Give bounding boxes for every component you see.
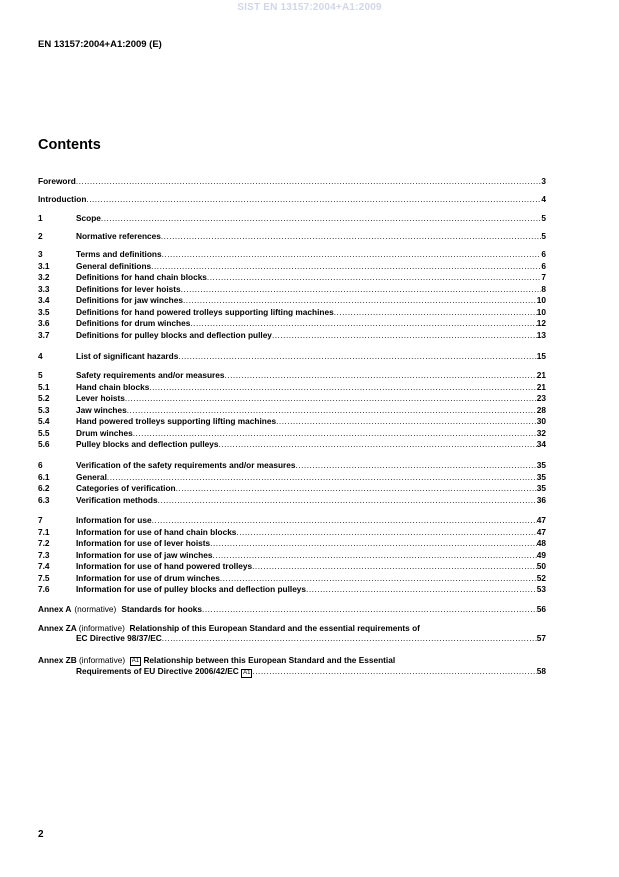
toc-entry-number: 6.2: [38, 483, 50, 493]
toc-entry-text: Pulley blocks and deflection pulleys: [76, 439, 219, 449]
leader-dots: [176, 483, 537, 493]
toc-entry-text: Definitions for jaw winches: [76, 295, 183, 305]
toc-entry-page: 7: [541, 272, 546, 282]
toc-entry-text: Information for use: [76, 515, 152, 525]
toc-entry-page: 6: [541, 249, 546, 259]
toc-entry-text: Definitions for hand powered trolleys supporting lifting machines: [76, 306, 334, 317]
toc-entry-number: 3.3: [38, 283, 50, 294]
toc-entry-text: Information for use of jaw winches: [76, 549, 213, 560]
toc-entry-number: 3.1: [38, 260, 50, 271]
leader-dots: [334, 307, 537, 317]
toc-entry-page: 36: [536, 494, 546, 505]
toc-entry-text: List of significant hazards: [76, 351, 179, 361]
toc-annex-zb[interactable]: [38, 655, 546, 678]
leader-dots: [252, 666, 536, 676]
toc-entry[interactable]: [38, 573, 546, 583]
toc-entry-page: 32: [536, 427, 546, 438]
leader-dots: [183, 295, 537, 305]
toc-entry-page: 13: [536, 329, 546, 340]
toc-entry[interactable]: [38, 515, 546, 525]
leader-dots: [210, 538, 537, 548]
toc-entry-text: Safety requirements and/or measures: [76, 370, 225, 380]
toc-entry[interactable]: [38, 416, 546, 426]
toc-entry-page: 5: [541, 231, 546, 241]
leader-dots: [149, 382, 536, 392]
annex-type: (informative): [78, 623, 125, 633]
toc-entry[interactable]: [38, 261, 546, 271]
toc-entry-page: 10: [536, 306, 546, 317]
annex-type: (informative): [79, 655, 126, 665]
toc-entry-number: 1: [38, 213, 43, 223]
toc-entry-page: 47: [536, 526, 546, 537]
toc-entry-number: 5.1: [38, 381, 50, 392]
toc-entry-number: 6.3: [38, 494, 50, 505]
leader-dots: [161, 231, 542, 241]
leader-dots: [181, 284, 542, 294]
page-number: 2: [38, 829, 44, 840]
leader-dots: [101, 213, 541, 223]
toc-entry[interactable]: [38, 351, 546, 361]
toc-entry-page: 4: [541, 194, 546, 204]
toc-entry-page: 35: [536, 471, 546, 482]
annex-title-line1: Relationship between this European Standard and the Essential: [143, 655, 396, 665]
toc-entry-text: Terms and definitions: [76, 249, 162, 259]
toc-entry-page: 58: [536, 666, 546, 676]
toc-entry-page: 8: [541, 283, 546, 294]
toc-entry-page: 34: [536, 439, 546, 449]
toc-entry-number: 3.7: [38, 329, 50, 340]
leader-dots: [218, 439, 536, 449]
toc-entry-page: 56: [536, 604, 546, 614]
leader-dots: [178, 351, 536, 361]
leader-dots: [220, 573, 537, 583]
annex-title-line2: Requirements of EU Directive 2006/42/EC: [76, 666, 239, 676]
toc-entry-number: 7: [38, 515, 43, 525]
toc-entry[interactable]: [38, 405, 546, 415]
toc-entry[interactable]: [38, 495, 546, 505]
toc-entry[interactable]: [38, 213, 546, 223]
toc-entry[interactable]: [38, 393, 546, 403]
amendment-start-marker: A1: [131, 658, 140, 664]
toc-entry-text: Normative references: [76, 231, 161, 241]
toc-entry-text: Categories of verification: [76, 483, 176, 493]
toc-entry-text: Foreword: [38, 176, 76, 186]
toc-entry[interactable]: [38, 249, 546, 259]
toc-entry-number: 5.5: [38, 427, 50, 438]
toc-entry[interactable]: [38, 428, 546, 438]
annex-label: Annex ZA: [38, 623, 77, 633]
leader-dots: [86, 194, 541, 204]
toc-entry[interactable]: [38, 439, 546, 449]
toc-entry[interactable]: [38, 472, 546, 482]
toc-entry[interactable]: [38, 295, 546, 305]
toc-entry-number: 5.3: [38, 404, 50, 415]
leader-dots: [272, 330, 537, 340]
toc-entry-number: 7.1: [38, 526, 50, 537]
watermark: SIST EN 13157:2004+A1:2009: [237, 2, 382, 13]
toc-entry-text: Lever hoists: [76, 393, 125, 403]
toc-entry-text: Drum winches: [76, 427, 133, 438]
toc-entry-text: Introduction: [38, 194, 87, 204]
leader-dots: [127, 405, 537, 415]
toc-entry-number: 7.6: [38, 584, 50, 594]
leader-dots: [107, 472, 537, 482]
toc-entry-number: 7.4: [38, 561, 50, 571]
toc-entry[interactable]: [38, 527, 546, 537]
toc-entry-page: 12: [536, 318, 546, 328]
toc-entry[interactable]: [38, 307, 546, 317]
toc-entry[interactable]: [38, 460, 546, 470]
toc-entry-page: 28: [536, 404, 546, 415]
toc-entry-number: 5.4: [38, 416, 50, 426]
toc-entry[interactable]: [38, 584, 546, 594]
toc-entry[interactable]: [38, 483, 546, 493]
toc-entry[interactable]: [38, 538, 546, 548]
toc-entry-number: 3.2: [38, 272, 50, 282]
toc-entry[interactable]: [38, 330, 546, 340]
toc-entry-page: 30: [536, 416, 546, 426]
toc-entry-page: 53: [536, 584, 546, 594]
leader-dots: [152, 515, 537, 525]
toc-entry[interactable]: [38, 231, 546, 241]
leader-dots: [162, 633, 537, 643]
toc-entry-text: Hand chain blocks: [76, 381, 150, 392]
toc-entry-number: 7.2: [38, 538, 50, 548]
toc-entry-page: 3: [541, 176, 546, 186]
leader-dots: [190, 318, 536, 328]
toc-entry-number: 3.5: [38, 306, 50, 317]
toc-entry-number: 6.1: [38, 471, 50, 482]
toc-entry-page: 57: [536, 633, 546, 643]
toc-entry-page: 48: [536, 538, 546, 548]
toc-entry-text: Information for use of drum winches: [76, 572, 220, 583]
toc-annex-a[interactable]: [38, 604, 546, 614]
toc-entry[interactable]: [38, 272, 546, 282]
toc-entry-page: 21: [536, 381, 546, 392]
toc-entry-number: 5: [38, 370, 43, 380]
annex-title-line1: Relationship of this European Standard and the essential requirements of: [129, 623, 420, 633]
toc-entry[interactable]: [38, 382, 546, 392]
toc-entry-number: 5.6: [38, 439, 50, 449]
toc-entry-page: 23: [536, 393, 546, 403]
leader-dots: [236, 527, 536, 537]
toc-entry-text: Jaw winches: [76, 404, 127, 415]
toc-entry[interactable]: [38, 176, 546, 186]
toc-entry-page: 35: [536, 460, 546, 470]
leader-dots: [125, 393, 537, 403]
toc-entry-text: Hand powered trolleys supporting lifting machines: [76, 416, 277, 426]
toc-entry-number: 4: [38, 351, 43, 361]
toc-entry[interactable]: [38, 318, 546, 328]
leader-dots: [158, 495, 537, 505]
toc-entry-number: 3.4: [38, 295, 50, 305]
leader-dots: [252, 561, 537, 571]
toc-entry[interactable]: [38, 284, 546, 294]
toc-entry[interactable]: [38, 561, 546, 571]
annex-label: Annex ZB: [38, 655, 77, 665]
toc-entry-text: Information for use of pulley blocks and deflection pulleys: [76, 584, 307, 594]
toc-entry-text: Definitions for lever hoists: [76, 283, 181, 294]
toc-entry-text: Definitions for drum winches: [76, 318, 191, 328]
toc-entry-text: Scope: [76, 213, 101, 223]
leader-dots: [162, 249, 542, 259]
toc-entry[interactable]: [38, 194, 546, 204]
toc-annex-za[interactable]: [38, 623, 546, 643]
toc-entry-number: 7.3: [38, 549, 50, 560]
toc-entry-text: Verification of the safety requirements and/or measures: [76, 460, 296, 470]
toc-entry-page: 6: [541, 260, 546, 271]
leader-dots: [224, 370, 536, 380]
toc-entry-page: 35: [536, 483, 546, 493]
toc-entry-text: Verification methods: [76, 494, 158, 505]
toc-entry-text: Information for use of hand powered trolleys: [76, 561, 253, 571]
toc-entry-page: 10: [536, 295, 546, 305]
toc-entry-page: 47: [536, 515, 546, 525]
amendment-end-marker: A1: [243, 670, 251, 676]
toc-entry[interactable]: [38, 550, 546, 560]
toc-entry-text: Information for use of lever hoists: [76, 538, 211, 548]
leader-dots: [295, 460, 536, 470]
toc-entry-page: 21: [536, 370, 546, 380]
leader-dots: [202, 604, 537, 614]
toc-entry-text: Information for use of hand chain blocks: [76, 526, 237, 537]
leader-dots: [133, 428, 537, 438]
toc-entry-page: 52: [536, 572, 546, 583]
toc-entry-number: 6: [38, 460, 43, 470]
annex-type: (normative): [74, 604, 117, 614]
leader-dots: [76, 176, 542, 186]
contents-title: Contents: [38, 137, 101, 153]
leader-dots: [306, 584, 537, 594]
document-id: EN 13157:2004+A1:2009 (E): [38, 39, 162, 50]
toc-entry-page: 5: [541, 213, 546, 223]
toc-entry-text: General definitions: [76, 260, 152, 271]
leader-dots: [207, 272, 541, 282]
toc-entry-number: 2: [38, 231, 43, 241]
toc-entry-text: Definitions for hand chain blocks: [76, 272, 207, 282]
leader-dots: [212, 550, 536, 560]
annex-title: Standards for hooks: [121, 604, 203, 614]
toc-entry-number: 5.2: [38, 393, 50, 403]
toc-entry-page: 50: [536, 561, 546, 571]
toc-entry-number: 7.5: [38, 572, 50, 583]
leader-dots: [276, 416, 537, 426]
toc-entry-page: 15: [536, 351, 546, 361]
toc-entry-page: 49: [536, 549, 546, 560]
annex-title-line2: EC Directive 98/37/EC: [76, 633, 162, 643]
toc-entry-number: 3.6: [38, 318, 50, 328]
toc-entry[interactable]: [38, 370, 546, 380]
toc-entry-number: 3: [38, 249, 43, 259]
toc-entry-text: Definitions for pulley blocks and deflection pulley: [76, 329, 272, 340]
annex-label: Annex A: [38, 604, 72, 614]
leader-dots: [151, 261, 541, 271]
toc-entry-text: General: [76, 471, 107, 482]
